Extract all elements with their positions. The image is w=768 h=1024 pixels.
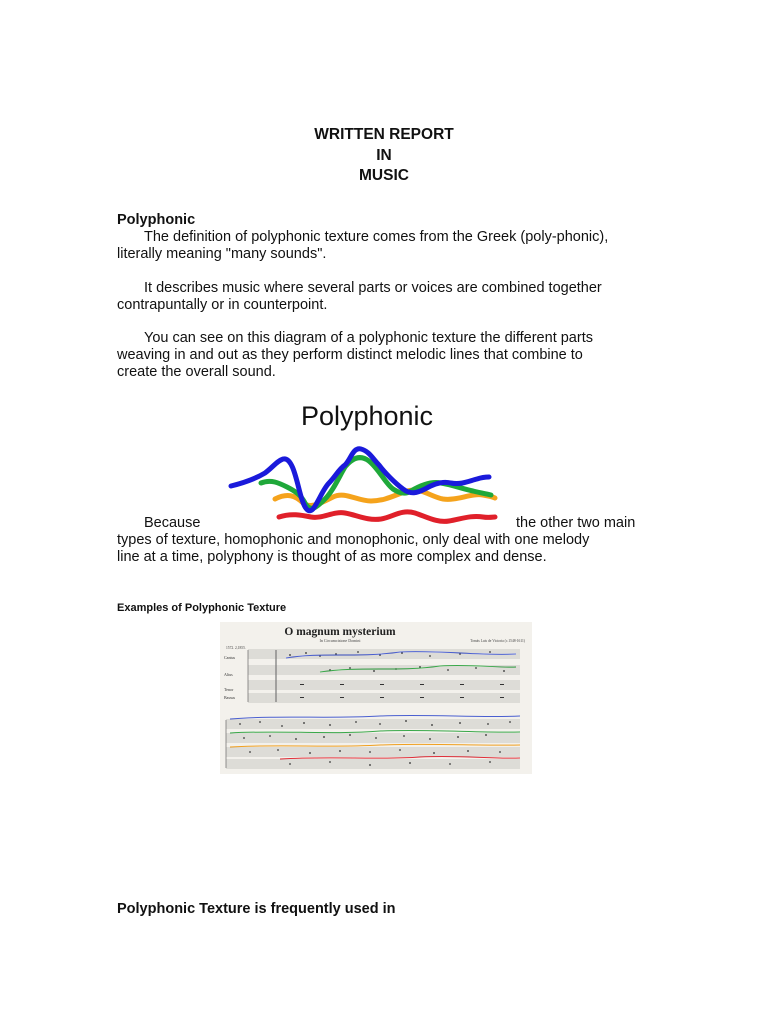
paragraph-3-line-2: weaving in and out as they perform distinct melodic lines that combine to — [117, 347, 583, 363]
paragraph-2 — [117, 280, 662, 314]
paragraph-3 — [117, 330, 662, 381]
because-line-2: types of texture, homophonic and monophonic, only deal with one melody — [117, 532, 590, 548]
score-header: 1572. 2,1855. — [226, 646, 246, 650]
voice-label-bassus: Bassus — [224, 695, 236, 700]
score-subtitle: In Circumcisione Domini — [319, 638, 361, 643]
voice-label-cantus: Cantus — [224, 655, 236, 660]
red-voice-line — [279, 512, 495, 522]
title-line-1: WRITTEN REPORT — [314, 126, 454, 143]
voice-label-altus: Altus — [224, 672, 233, 677]
section-heading: Polyphonic — [117, 212, 196, 228]
paragraph-2-line-2: contrapuntally or in counterpoint. — [117, 297, 328, 313]
score-image — [220, 622, 532, 774]
voice-label-tenor: Tenor — [224, 687, 234, 692]
polyphonic-diagram — [225, 443, 500, 533]
paragraph-1-line-1: The definition of polyphonic texture comes from the Greek (poly-phonic), — [144, 229, 609, 245]
because-start: Because — [144, 515, 201, 531]
title-line-2: IN — [376, 146, 392, 164]
report-title — [0, 125, 768, 187]
polyphonic-section — [117, 212, 662, 263]
paragraph-2-line-1: It describes music where several parts or voices are combined together — [144, 280, 602, 296]
score-composer: Tomás Luis de Victoria (c.1548-1611) — [470, 639, 525, 643]
paragraph-1-line-2: literally meaning "many sounds". — [117, 246, 327, 262]
title-line-3: MUSIC — [359, 167, 409, 184]
because-end: the other two main — [516, 515, 636, 531]
footer-heading: Polyphonic Texture is frequently used in — [117, 901, 396, 917]
examples-heading: Examples of Polyphonic Texture — [117, 602, 287, 614]
because-continuation — [117, 532, 662, 566]
paragraph-3-line-1: You can see on this diagram of a polyphonic texture the different parts — [144, 330, 593, 346]
figure-title: Polyphonic — [300, 401, 434, 431]
score-title: O magnum mysterium — [284, 626, 396, 638]
paragraph-3-line-3: create the overall sound. — [117, 364, 276, 380]
because-line-3: line at a time, polyphony is thought of as more complex and dense. — [117, 549, 547, 565]
